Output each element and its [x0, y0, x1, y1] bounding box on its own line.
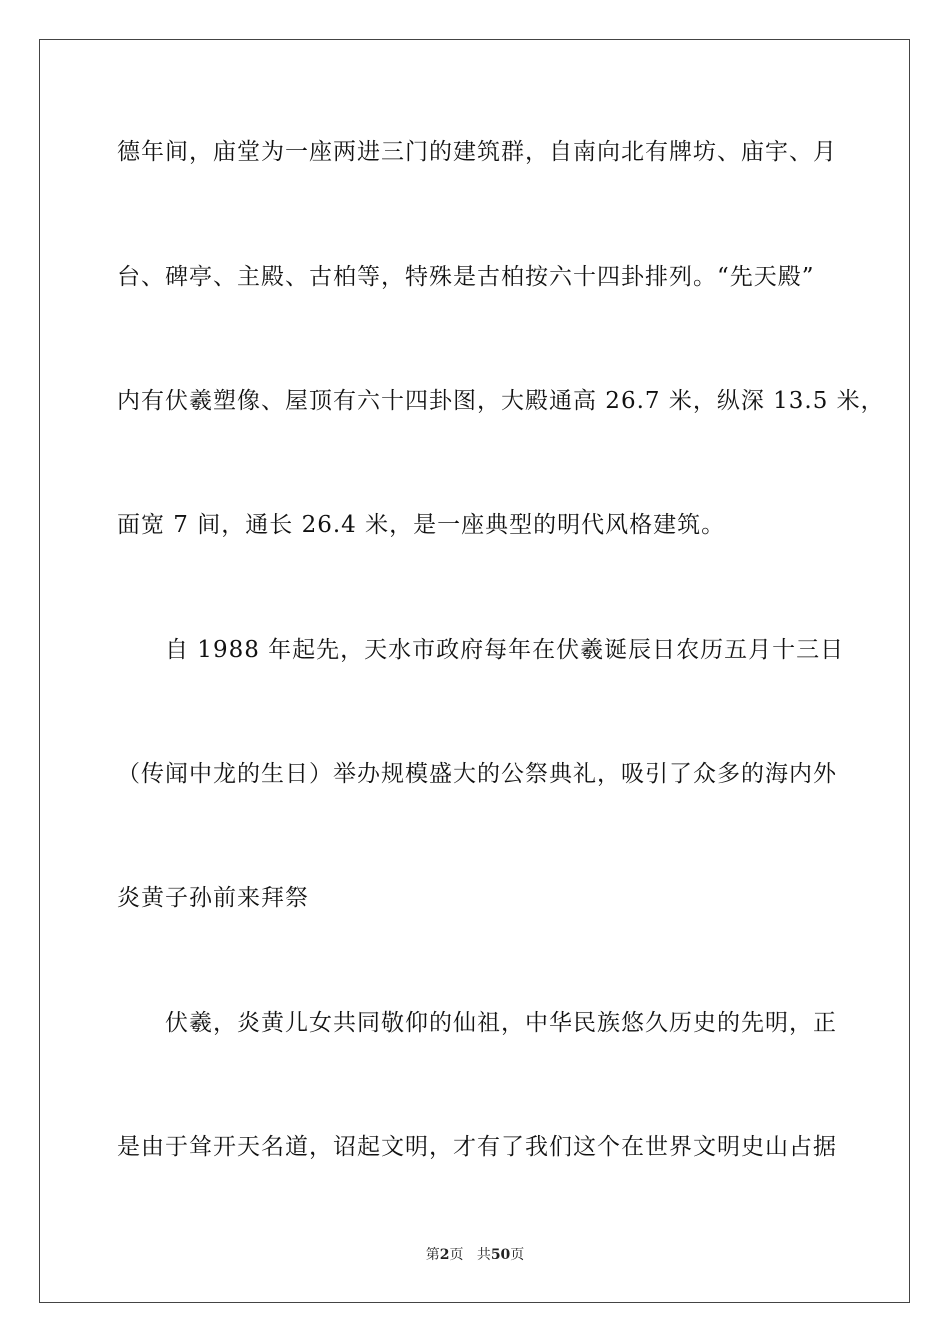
- text-line-4: 面宽 7 间，通长 26.4 米，是一座典型的明代风格建筑。: [117, 512, 726, 538]
- text-line-6: （传闻中龙的生日）举办规模盛大的公祭典礼，吸引了众多的海内外: [117, 761, 837, 787]
- text-line-5: 自 1988 年起先，天水市政府每年在伏羲诞辰日农历五月十三日: [165, 637, 845, 663]
- text-line-9: 是由于耸开天名道，诏起文明，才有了我们这个在世界文明史山占据: [117, 1134, 837, 1160]
- text-line-7: 炎黄子孙前来拜祭: [117, 885, 309, 911]
- footer-total-prefix: 共: [476, 1247, 491, 1263]
- footer-page-number: 2: [439, 1247, 450, 1263]
- text-line-2: 台、碑亭、主殿、古柏等，特殊是古柏按六十四卦排列。“先天殿”: [117, 264, 815, 290]
- page-footer: [0, 1246, 950, 1264]
- footer-page-prefix: 第: [425, 1247, 440, 1263]
- footer-total-pages: 50: [490, 1247, 511, 1263]
- footer-page-suffix: 页: [449, 1247, 464, 1263]
- text-line-3: 内有伏羲塑像、屋顶有六十四卦图，大殿通高 26.7 米，纵深 13.5 米，: [117, 388, 885, 414]
- page-border: [39, 39, 910, 1303]
- text-line-8: 伏羲，炎黄儿女共同敬仰的仙祖，中华民族悠久历史的先明，正: [165, 1010, 837, 1036]
- footer-total-suffix: 页: [510, 1247, 525, 1263]
- text-line-1: 德年间，庙堂为一座两进三门的建筑群，自南向北有牌坊、庙宇、月: [117, 139, 837, 165]
